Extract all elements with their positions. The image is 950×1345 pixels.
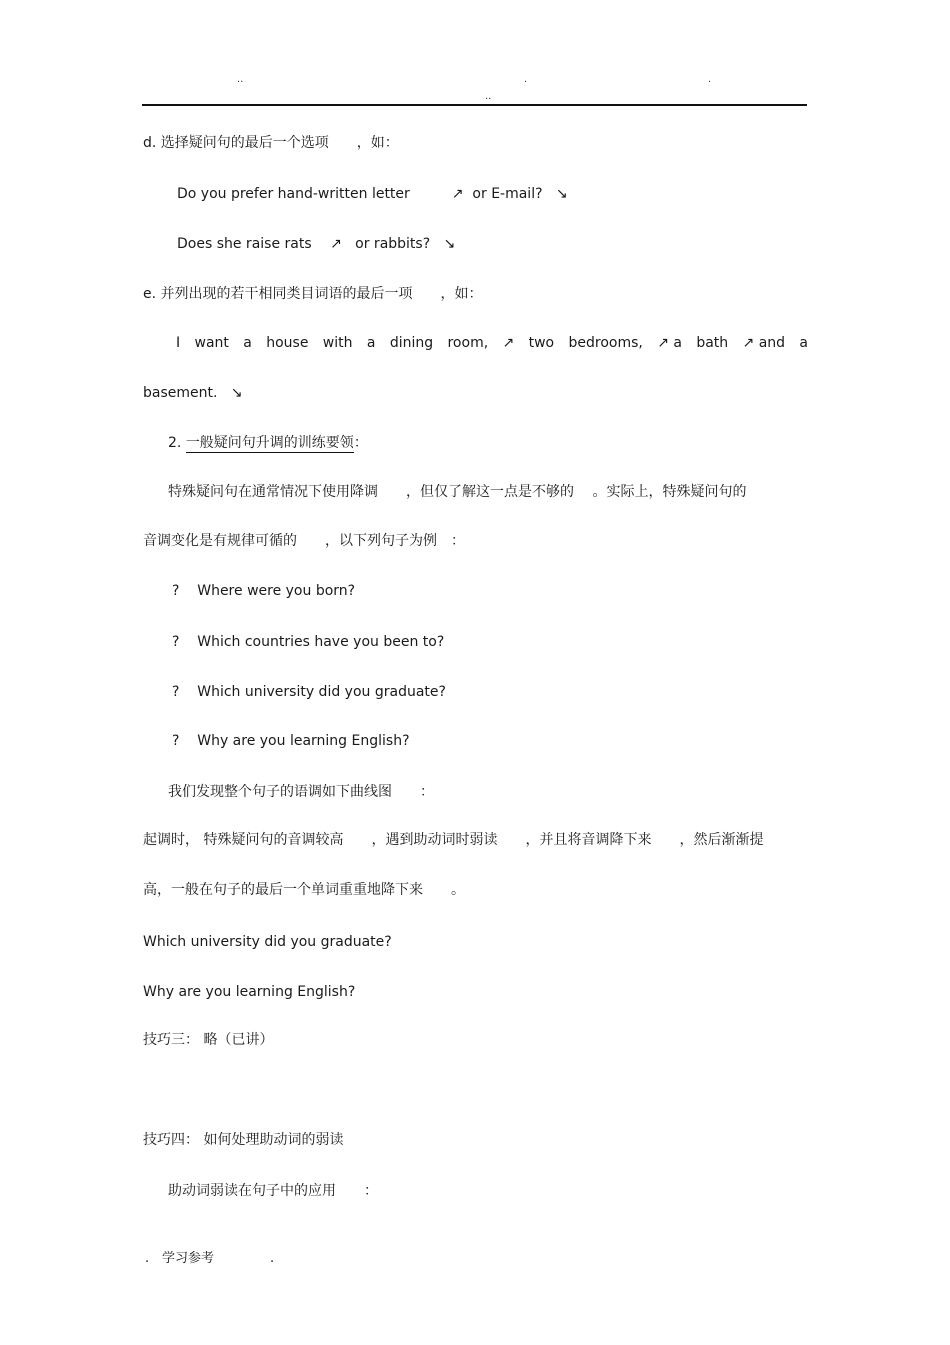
tip-4-heading: 技巧四： 如何处理助动词的弱读 bbox=[143, 1132, 344, 1148]
paragraph-1-line-1: 特殊疑问句在通常情况下使用降调 ，但仅了解这一点是不够的 。实际上，特殊疑问句的 bbox=[168, 484, 747, 500]
section-e-example-line bbox=[176, 334, 808, 352]
header-dots-under: .. bbox=[485, 91, 492, 102]
section-2-title: 一般疑问句升调的训练要领 bbox=[185, 435, 354, 451]
footer-label: 学习参考 bbox=[162, 1251, 215, 1266]
e-word: a bbox=[243, 335, 252, 351]
question-item-4: ? Why are you learning English? bbox=[172, 733, 410, 749]
example-sentence-b: Why are you learning English? bbox=[143, 984, 356, 1000]
paragraph-1-line-2: 音调变化是有规律可循的 ，以下列句子为例 ： bbox=[143, 533, 465, 549]
e-word: want bbox=[194, 335, 229, 351]
e-word: dining bbox=[389, 335, 434, 351]
e-word: bedrooms, bbox=[568, 335, 643, 351]
section-e-label: e. 并列出现的若干相同类目词语的最后一项 ，如： bbox=[143, 286, 483, 302]
section-d-example-1: Do you prefer hand-written letter ↗ or E-mail? ↘ bbox=[177, 186, 568, 202]
e-word: house bbox=[266, 335, 309, 351]
e-word: with bbox=[322, 335, 353, 351]
header-rule bbox=[142, 104, 807, 106]
e-word: two bbox=[528, 335, 555, 351]
e-word: ↗ bbox=[502, 335, 515, 351]
example-sentence-a: Which university did you graduate? bbox=[143, 934, 392, 950]
paragraph-3-line-2: 高，一般在句子的最后一个单词重重地降下来 。 bbox=[143, 882, 465, 898]
e-word: I bbox=[176, 335, 181, 351]
e-word: bath bbox=[696, 335, 729, 351]
tip-3-heading: 技巧三： 略（已讲） bbox=[143, 1032, 274, 1048]
header-dots-left: .. bbox=[237, 74, 244, 85]
section-2-colon: ： bbox=[353, 435, 368, 451]
e-word: a bbox=[366, 335, 376, 351]
footer-dot-right: . bbox=[270, 1251, 275, 1266]
header-dot-right: . bbox=[708, 74, 712, 85]
e-word: room, bbox=[447, 335, 489, 351]
section-2-heading bbox=[168, 434, 368, 452]
section-d-example-2: Does she raise rats ↗ or rabbits? ↘ bbox=[177, 236, 456, 252]
e-word: a bbox=[799, 335, 808, 351]
paragraph-3-line-1: 起调时， 特殊疑问句的音调较高 ，遇到助动词时弱读 ，并且将音调降下来 ，然后渐渐提 bbox=[143, 832, 764, 848]
question-item-2: ? Which countries have you been to? bbox=[172, 634, 445, 650]
footer-dot-left: . bbox=[145, 1251, 150, 1266]
section-d-label: d. 选择疑问句的最后一个选项 ，如： bbox=[143, 135, 399, 151]
section-e-example-continuation: basement. ↘ bbox=[143, 385, 243, 401]
question-item-1: ? Where were you born? bbox=[172, 583, 356, 599]
header-dot-mid: . bbox=[524, 74, 528, 85]
e-word: ↗ a bbox=[657, 335, 682, 351]
question-item-3: ? Which university did you graduate? bbox=[172, 684, 446, 700]
section-2-number: 2. bbox=[168, 435, 186, 451]
paragraph-2: 我们发现整个句子的语调如下曲线图 ： bbox=[168, 784, 434, 800]
paragraph-4: 助动词弱读在句子中的应用 ： bbox=[168, 1183, 378, 1199]
e-word: ↗ and bbox=[742, 335, 786, 351]
